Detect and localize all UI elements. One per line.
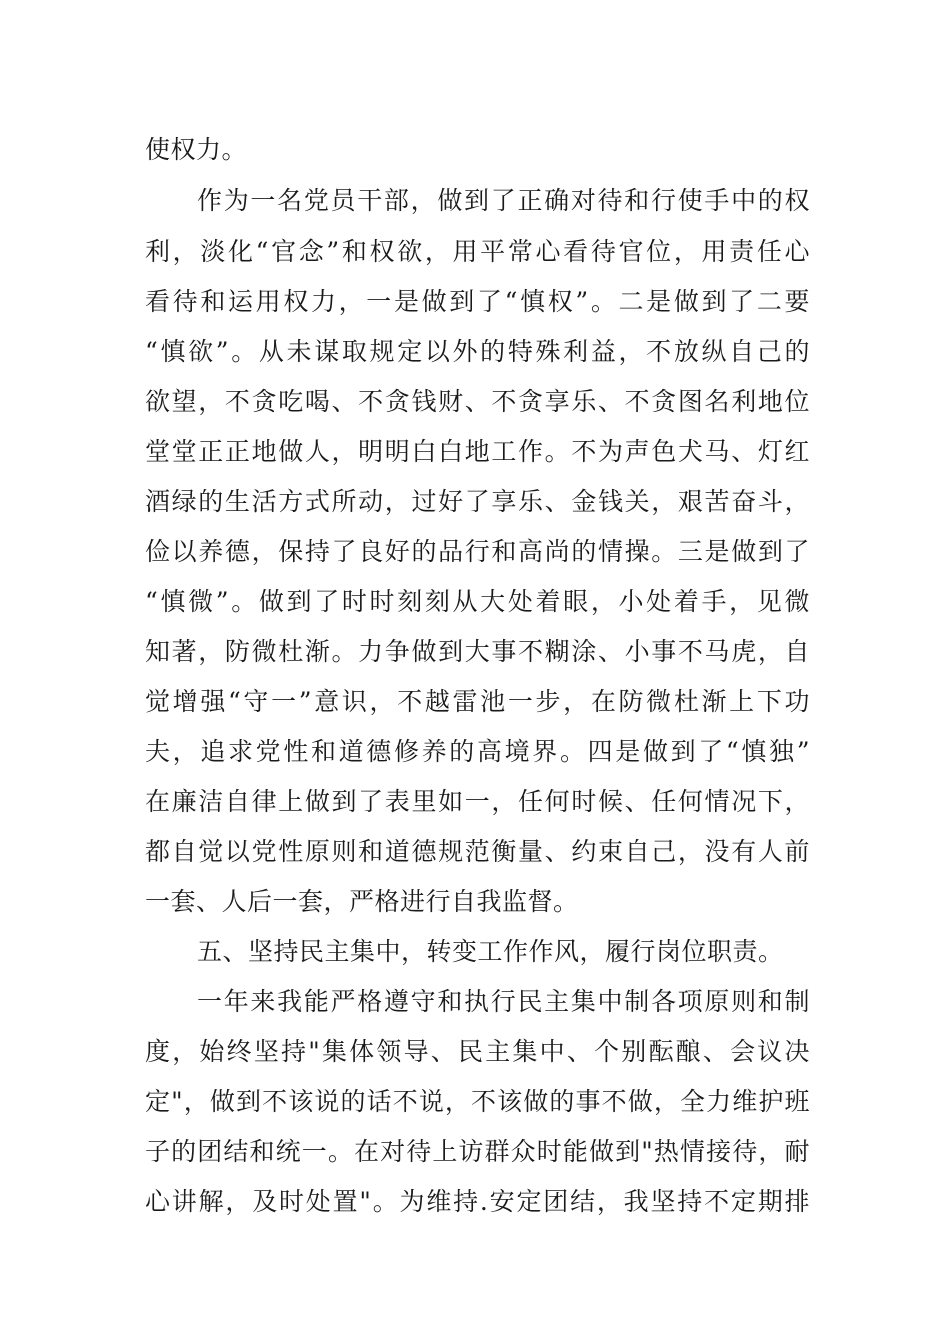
text-line: 心讲解，及时处置"。为维持.安定团结，我坚持不定期排 bbox=[145, 1187, 810, 1216]
text-line: 在廉洁自律上做到了表里如一，任何时候、任何情况下， bbox=[145, 787, 810, 816]
text-line: 酒绿的生活方式所动，过好了享乐、金钱关，艰苦奋斗， bbox=[145, 487, 810, 516]
text-line: 子的团结和统一。在对待上访群众时能做到"热情接待，耐 bbox=[145, 1137, 810, 1166]
text-line: 知著，防微杜渐。力争做到大事不糊涂、小事不马虎，自 bbox=[145, 637, 810, 666]
paragraph-first-line: 一年来我能严格遵守和执行民主集中制各项原则和制 bbox=[197, 987, 810, 1016]
section-heading: 五、坚持民主集中，转变工作作风，履行岗位职责。 bbox=[197, 937, 784, 966]
text-line: 利，淡化“官念”和权欲，用平常心看待官位，用责任心 bbox=[145, 237, 810, 266]
text-line: 觉增强“守一”意识，不越雷池一步，在防微杜渐上下功 bbox=[145, 687, 810, 716]
text-line: “慎欲”。从未谋取规定以外的特殊利益，不放纵自己的 bbox=[145, 337, 810, 366]
text-line: 度，始终坚持"集体领导、民主集中、个别酝酿、会议决 bbox=[145, 1037, 810, 1066]
text-line: 夫，追求党性和道德修养的高境界。四是做到了“慎独” bbox=[145, 737, 810, 766]
text-line: 看待和运用权力，一是做到了“慎权”。二是做到了二要 bbox=[145, 287, 810, 316]
text-line: 一套、人后一套，严格进行自我监督。 bbox=[145, 887, 579, 916]
text-line: 堂堂正正地做人，明明白白地工作。不为声色犬马、灯红 bbox=[145, 437, 810, 466]
text-line: 使权力。 bbox=[145, 135, 248, 164]
text-line: 都自觉以党性原则和道德规范衡量、约束自己，没有人前 bbox=[145, 837, 810, 866]
text-line: 俭以养德，保持了良好的品行和高尚的情操。三是做到了 bbox=[145, 537, 810, 566]
paragraph-first-line: 作为一名党员干部，做到了正确对待和行使手中的权 bbox=[197, 186, 810, 215]
text-line: “慎微”。做到了时时刻刻从大处着眼，小处着手，见微 bbox=[145, 587, 810, 616]
text-line: 定"，做到不该说的话不说，不该做的事不做，全力维护班 bbox=[145, 1087, 810, 1116]
text-line: 欲望，不贪吃喝、不贪钱财、不贪享乐、不贪图名利地位 bbox=[145, 387, 810, 416]
